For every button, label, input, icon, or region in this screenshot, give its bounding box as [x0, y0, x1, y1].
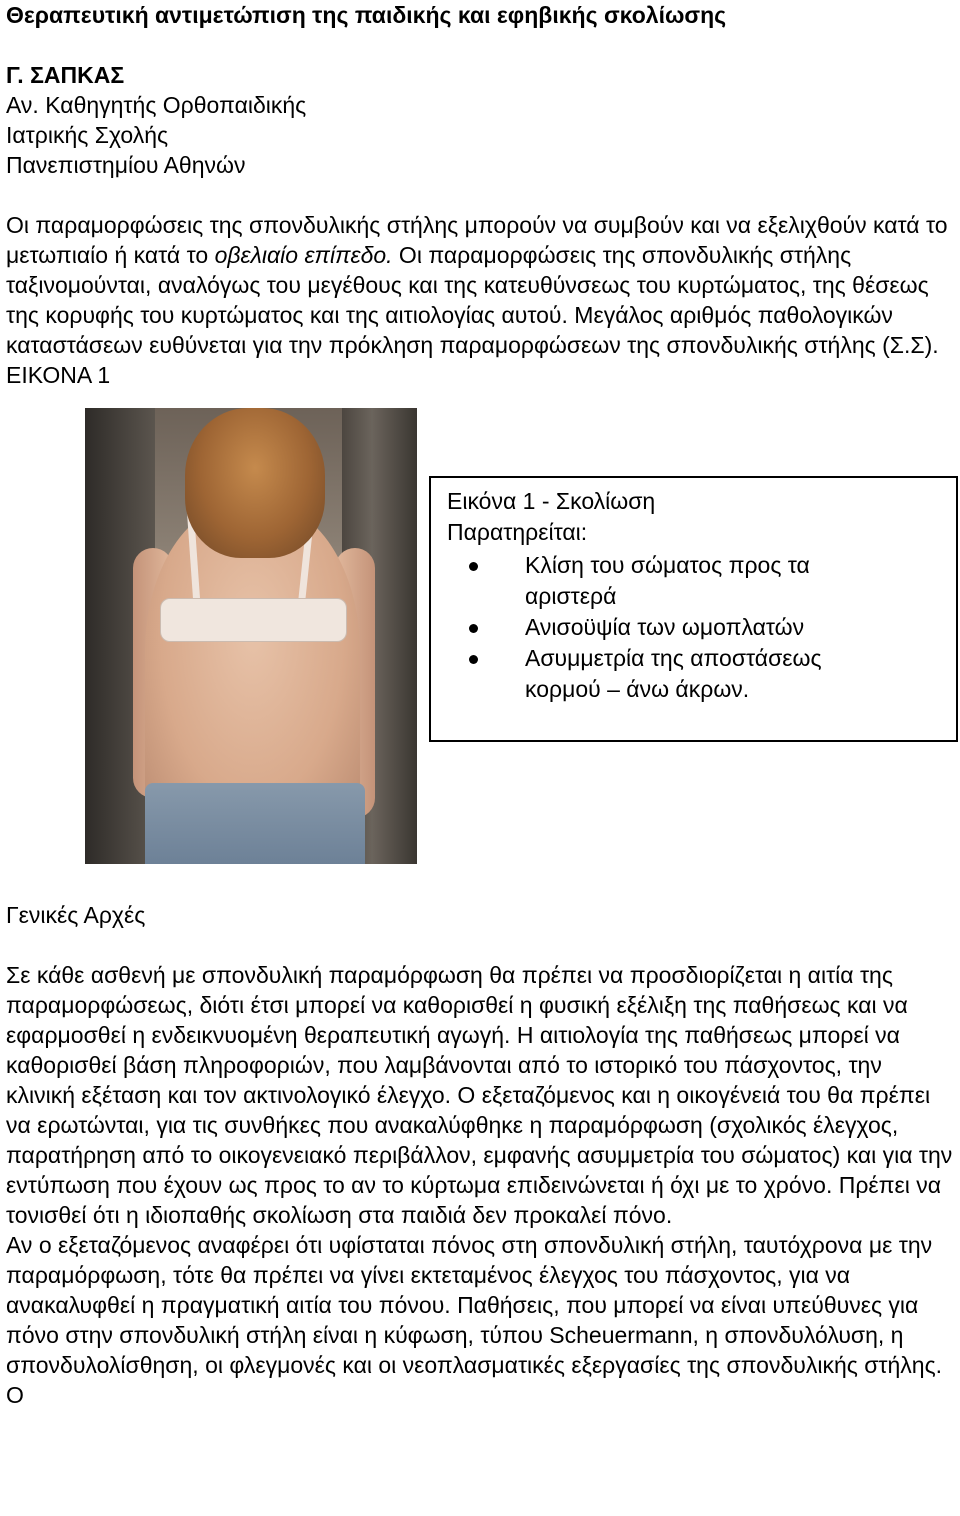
author-position: Αν. Καθηγητής Ορθοπαιδικής: [6, 92, 307, 118]
principles-paragraph-2: Αν ο εξεταζόμενος αναφέρει ότι υφίσταται πόνος στη σπονδυλική στήλη, ταυτόχρονα με την παραμόρφωση, τότε θα πρέπει να γίνει εκτεταμένος έλεγχος του πάσχοντος, για να ανακαλυφθεί η πραγματική αιτία του πόνου. Παθήσεις, που μπορεί να είναι υπεύθυνες για πόνο στην σπονδυλική στήλη είναι η κύφωση, τύπου Scheuermann, η σπονδυλόλυση, η σπονδυλολίσθηση, οι φλεγμονές και οι νεοπλασματικές εξεργασίες της σπονδυλικής στήλης. Ο: [6, 1232, 943, 1408]
figure-1: [6, 390, 956, 900]
author-university: Πανεπιστημίου Αθηνών: [6, 152, 246, 178]
principles-section: [6, 960, 956, 1410]
bullet-icon: [469, 624, 478, 633]
caption-bullet: Ανισοϋψία των ωμοπλατών: [447, 612, 956, 643]
intro-italic-term: οβελιαίο επίπεδο.: [214, 242, 393, 268]
caption-bullet-list: [447, 550, 956, 705]
bullet-icon: [469, 562, 478, 571]
intro-paragraph: [6, 210, 956, 390]
section-heading: Γενικές Αρχές: [6, 902, 146, 928]
intro-text-part1: Οι παραμορφώσεις της σπονδυλικής στήλης μπορούν να συμβούν και να εξελιχθούν κατά το μετωπιαίο ή κατά το: [6, 212, 948, 268]
document-title: Θεραπευτική αντιμετώπιση της παιδικής και εφηβικής σκολίωσης: [6, 2, 727, 28]
author-school: Ιατρικής Σχολής: [6, 122, 169, 148]
figure-caption-box: [429, 476, 958, 742]
scoliosis-back-photo: [85, 408, 417, 864]
principles-paragraph-1: Σε κάθε ασθενή με σπονδυλική παραμόρφωση θα πρέπει να προσδιορίζεται η αιτία της παραμορφώσεως, διότι έτσι μπορεί να καθορισθεί η φυσική εξέλιξη της παθήσεως και να εφαρμοσθεί η ενδεικνυομένη θεραπευτική αγωγή. Η αιτιολογία της παθήσεως μπορεί να καθορισθεί βάση πληροφοριών, που λαμβάνονται από το ιστορικό του πάσχοντος, την κλινική εξέταση και τον ακτινολογικό έλεγχο. Ο εξεταζόμενος και η οικογένειά του θα πρέπει να ερωτώνται, για τις συνθήκες που ανακαλύφθηκε η παραμόρφωση (σχολικός έλεγχος, παρατήρηση από το οικογενειακό περιβάλλον, εμφανής ασυμμετρία του σώματος) και για την εντύπωση που έχουν ως προς το αν το κύρτωμα επιδεινώνεται ή όχι με το χρόνο. Πρέπει να τονισθεί ότι η ιδιοπαθής σκολίωση στα παιδιά δεν προκαλεί πόνο.: [6, 962, 953, 1228]
intro-text-part2: Οι παραμορφώσεις της σπονδυλικής στήλης ταξινομούνται, αναλόγως του μεγέθους και της κατευθύνσεως του κυρτώματος, της θέσεως της κορυφής του κυρτώματος και της αιτιολογίας αυτού. Μεγάλος αριθμός παθολογικών καταστάσεων ευθύνεται για την πρόκληση παραμορφώσεων της σπονδυλικής στήλης (Σ.Σ). ΕΙΚΟΝΑ 1: [6, 242, 939, 388]
caption-bullet: Ασυμμετρία της αποστάσεως κορμού – άνω άκρων.: [447, 643, 956, 705]
caption-bullet: Κλίση του σώματος προς τα αριστερά: [447, 550, 956, 612]
bullet-icon: [469, 655, 478, 664]
author-block: [6, 60, 956, 180]
author-name: Γ. ΣΑΠΚΑΣ: [6, 62, 125, 88]
document-page: [6, 0, 956, 1410]
caption-subtitle: Παρατηρείται:: [447, 519, 588, 545]
caption-title: Εικόνα 1 - Σκολίωση: [447, 488, 656, 514]
